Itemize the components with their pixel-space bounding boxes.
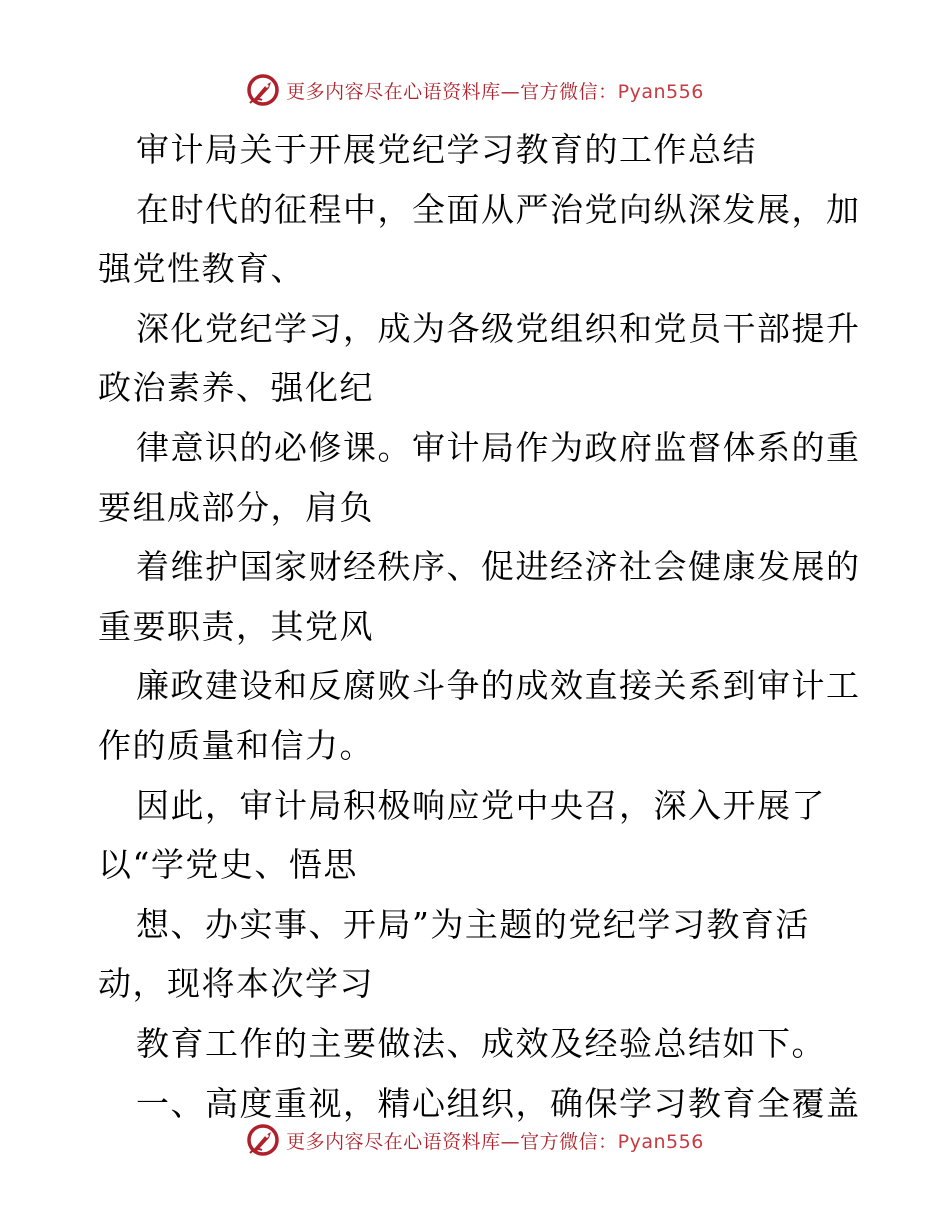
document-body xyxy=(98,120,861,1133)
paragraph-line: 廉政建设和反腐败斗争的成效直接关系到审计工 xyxy=(136,666,861,706)
paragraph-line: 着维护国家财经秩序、促进经济社会健康发展的 xyxy=(136,547,861,587)
paragraph-line: 一、高度重视，精心组织，确保学习教育全覆盖 xyxy=(136,1083,861,1123)
paragraph-line: 重要职责，其党风 xyxy=(98,606,374,646)
paragraph-line: 教育工作的主要做法、成效及经验总结如下。 xyxy=(136,1023,826,1063)
paragraph-line: 想、办实事、开局”为主题的党纪学习教育活 xyxy=(136,904,810,944)
footer-banner xyxy=(0,1120,950,1160)
paragraph-line: 深化党纪学习，成为各级党组织和党员干部提升 xyxy=(136,308,861,348)
paragraph-line: 动，现将本次学习 xyxy=(98,964,374,1004)
paragraph-line: 要组成部分，肩负 xyxy=(98,487,374,527)
paragraph-line: 作的质量和信力。 xyxy=(98,725,374,765)
footer-wechat-handle: Pyan556 xyxy=(617,1130,704,1153)
paragraph-line: 以“学党史、悟思 xyxy=(98,845,358,885)
footer-banner-text: 更多内容尽在心语资料库—官方微信：Pyan556 xyxy=(286,1130,704,1153)
paragraph-line: 政治素养、强化纪 xyxy=(98,368,374,408)
paragraph-line: 律意识的必修课。审计局作为政府监督体系的重 xyxy=(136,427,861,467)
paragraph-line: 在时代的征程中，全面从严治党向纵深发展，加 xyxy=(136,189,861,229)
paragraph-line: 强党性教育、 xyxy=(98,249,305,289)
header-wechat-handle: Pyan556 xyxy=(617,80,704,103)
header-banner-text: 更多内容尽在心语资料库—官方微信：Pyan556 xyxy=(286,80,704,103)
pen-nib-logo-icon xyxy=(246,73,280,107)
header-banner xyxy=(0,70,950,110)
pen-nib-logo-icon xyxy=(246,1123,280,1157)
paragraph-line: 因此，审计局积极响应党中央召，深入开展了 xyxy=(136,785,826,825)
document-title: 审计局关于开展党纪学习教育的工作总结 xyxy=(136,130,757,169)
